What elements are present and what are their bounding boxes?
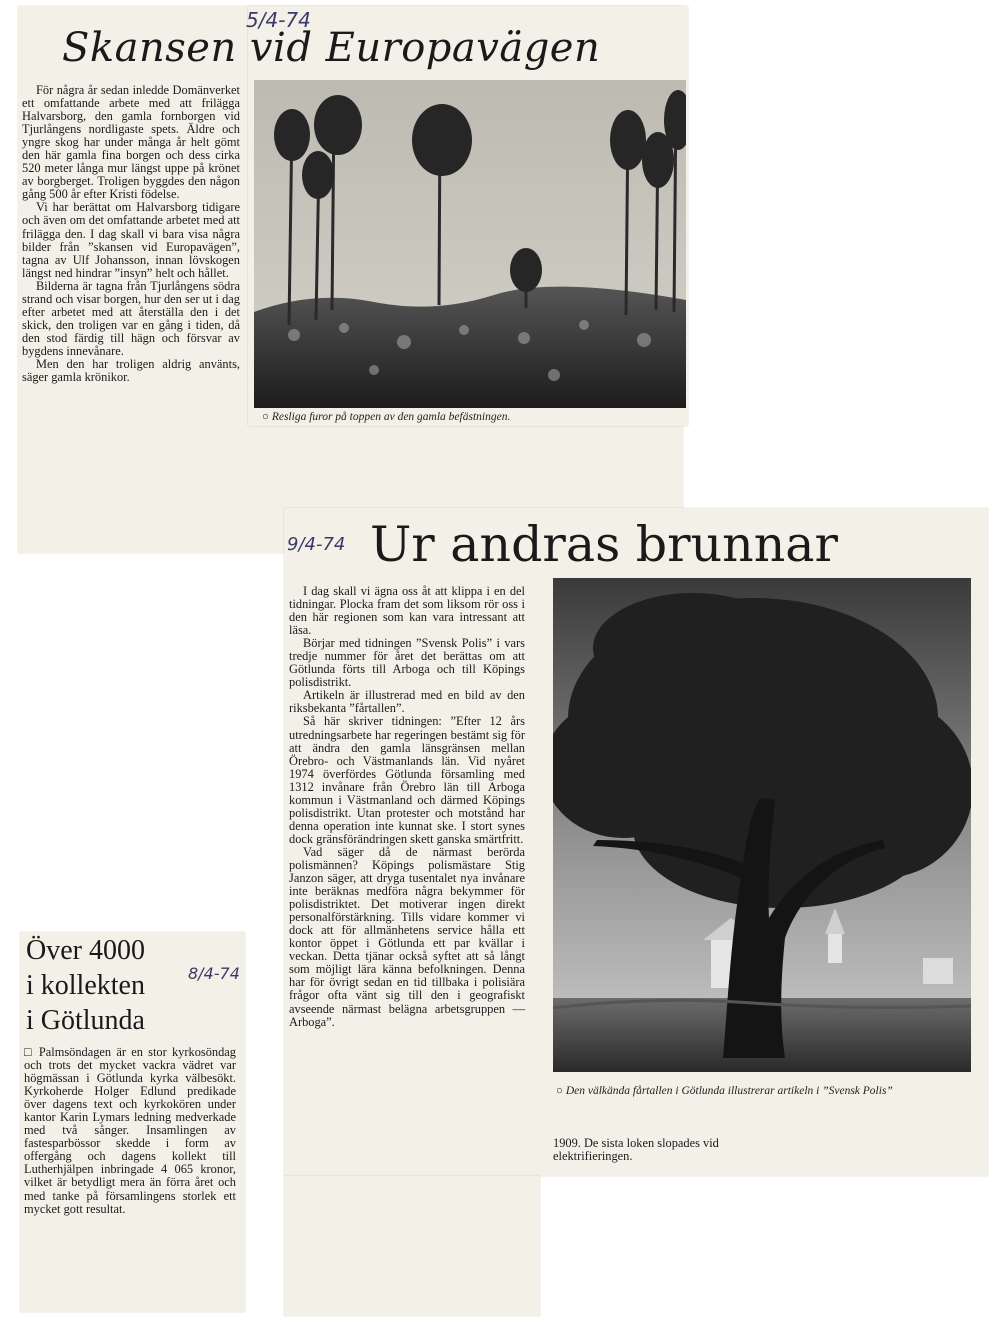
paragraph [24, 1046, 236, 1216]
paragraph: I dag skall vi ägna oss åt att klippa i en del tidningar. Plocka fram det som liksom rör oss i den här regionen som kan vara intressant att läsa. [289, 584, 525, 638]
clipping-ur-andras-brunnar-column [284, 1176, 540, 1316]
tail-text-brunnar: 1909. De sista loken slopades vid elektrifieringen. [553, 1136, 719, 1164]
paragraph: Vad säger då de närmast berörda polismännen? Köpings polismästare Stig Janzon säger, att dryga tusentalet nya invånare inte beräknas medföra några bekymmer för polisdistriktet. Det motiverar ingen direkt personalförstärkning. Tills vidare kommer vi dock att för allmänhetens service hålla ett kontor öppet i Götlunda ett par kvällar i veckan. Detta tjänar också syftet att så långt som möjligt lära känna befolkningen. Denna har för övrigt sedan en tid tillbaka i polisiära frågor ofta vänt sig till den i geografiskt avseende närmast belägna arbetsgruppen — Arboga”. [289, 844, 525, 1029]
caption-pine-trees [262, 411, 682, 424]
headline-line: Över 4000 [26, 935, 145, 966]
caption-text: Den välkända fårtallen i Götlunda illustrerar artikeln i ”Svensk Polis” [565, 1085, 893, 1097]
date-note-skansen: 5/4-74 [246, 8, 311, 32]
date-note-over-4000: 8/4-74 [188, 964, 240, 983]
photo-pine-trees [254, 80, 686, 408]
caption-bullet-icon: ○ [262, 411, 272, 423]
paragraph: Bilderna är tagna från Tjurlångens södra strand och visar borgen, hur den ser ut i dag efter arbetet med att återställa den i det skick, den troligen var en gång i tiden, då den stod färdig till hägn och försvar av bygdens innevånare. [22, 278, 240, 358]
date-note-brunnar: 9/4-74 [287, 534, 346, 555]
headline-line: i kollekten [26, 970, 145, 1001]
caption-fartallen [556, 1085, 981, 1098]
paragraph: Så här skriver tidningen: ”Efter 12 års utredningsarbete har regeringen bestämt sig för att ändra den gamla länsgränsen mellan Örebro- och Västmanlands län. Vid nyåret 1974 överfördes Götlunda församling med 1312 invånare från Örebro län till Arboga kommun i Västmanland och därmed Köpings polisdistrikt. Utan protester och motstånd har denna operation inte kunnat ske. I stort synes dock gränsförändringen skett ganska smärtfritt. [289, 714, 525, 846]
photo-fartallen [553, 578, 971, 1072]
headline-brunnar: Ur andras brunnar [370, 516, 838, 573]
caption-bullet-icon: ○ [556, 1085, 566, 1097]
paragraph: Börjar med tidningen ”Svensk Polis” i vars tredje nummer för året det berättas om att Götlunda förts till Arboga och till Köpings polisdistrikt. [289, 636, 525, 690]
article-body-over-4000 [24, 1046, 236, 1216]
paragraph: Artikeln är illustrerad med en bild av den riksbekanta ”fårtallen”. [289, 688, 525, 716]
headline-over-4000 [26, 933, 226, 1038]
article-body-skansen [22, 84, 240, 384]
paragraph: Men den har troligen aldrig använts, säger gamla krönikor. [22, 356, 240, 385]
paragraph: Vi har berättat om Halvarsborg tidigare och även om det omfattande arbetet med att frilägga den. I dag skall vi bara visa några bilder från ”skansen vid Europavägen”, tagna av Ulf Johansson, innan lövskogen längst ned hindrar ”insyn” helt och hållet. [22, 200, 240, 280]
paragraph-text: Palmsöndagen är en stor kyrkosöndag och trots det mycket vackra vädret var högmässan i Götlunda kyrka välbesökt. Kyrkoherde Holger Edlund predikade över dagens text och kyrkokören under kantor Karin Lymars ledning medverkade med två sånger. Insamlingen av fastesparbössor skedde i form av offergång och dagens kollekt till Lutherhjälpen inbringade 4 065 kronor, vilket är betydligt mera än förra året och med tanke på församlingens storlek ett mycket gott resultat. [24, 1045, 236, 1216]
square-bullet-icon: □ [24, 1045, 39, 1059]
headline-skansen: Skansen vid Europavägen [62, 25, 601, 71]
caption-text: Resliga furor på toppen av den gamla befästningen. [271, 411, 511, 423]
headline-line: i Götlunda [26, 1005, 145, 1036]
article-body-brunnar [289, 585, 525, 1029]
paragraph: För några år sedan inledde Domänverket ett omfattande arbete med att frilägga Halvarsborg, den gamla fornborgen vid Tjurlångens nordligaste spets. Äldre och yngre skog har under många år helt gömt den här gamla fina borgen och dess cirka 520 meter långa mur längst uppe på krönet av borgberget. Troligen byggdes den någon gång 500 år efter Kristi födelse. [22, 83, 240, 202]
